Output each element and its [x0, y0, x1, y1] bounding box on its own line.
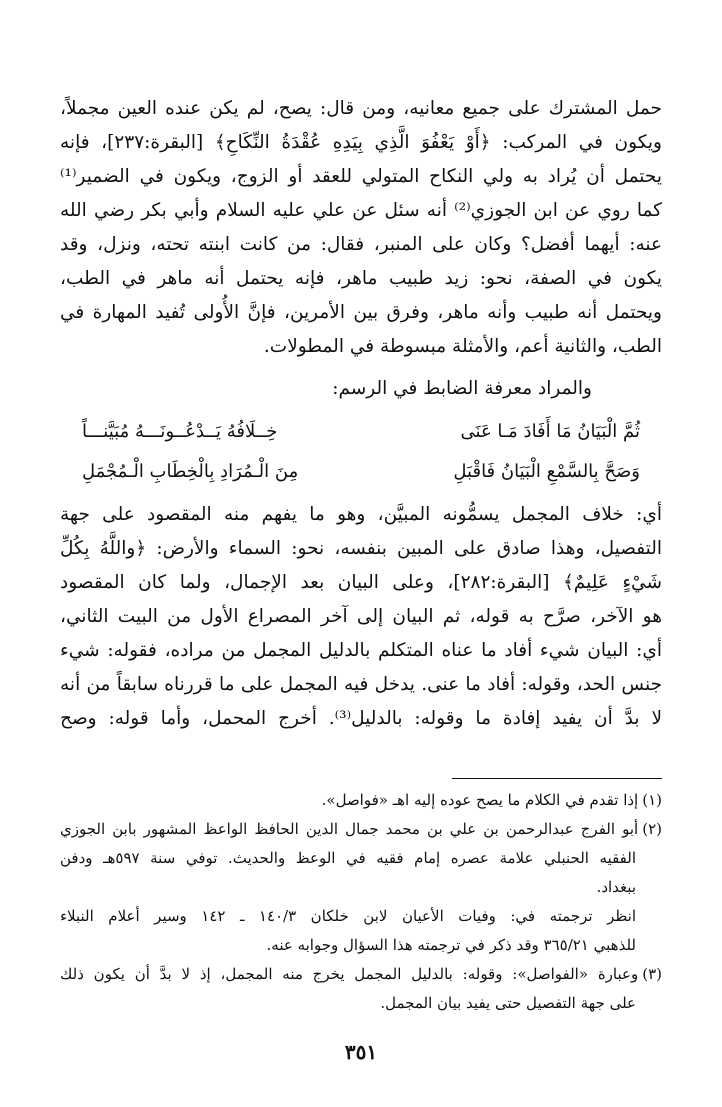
- footnote-number: (٣): [642, 965, 662, 983]
- text-line: ويحتمل أنه طبيب وأنه ماهر، وفرق بين الأمرين، فإنَّ الأُولى تُفيد المهارة في: [60, 302, 662, 323]
- text-line: هو الآخر، صرَّح به قوله، ثم البيان إلى آخر المصراع الأول من البيت الثاني،: [60, 606, 662, 627]
- footnote-text: ببغداد.: [596, 878, 636, 896]
- text-line: شَيْءٍ عَلِيمٌ﴾ [البقرة:٢٨٢]، وعلى البيان بعد الإجمال، ولما كان المقصود: [60, 572, 662, 593]
- footnote-number: (١): [642, 791, 662, 809]
- page-number: ٣٥١: [344, 1040, 378, 1064]
- paragraph-1: [60, 92, 662, 364]
- footnote-3: [60, 960, 662, 1018]
- text-line: أي: خلاف المجمل يسمُّونه المبيَّن، وهو ما يفهم منه المقصود على جهة: [60, 504, 662, 525]
- text-line: التفصيل، وهذا صادق على المبين بنفسه، نحو: السماء والأرض: ﴿واللَّهُ بِكُلِّ: [60, 538, 662, 559]
- footnote-text: انظر ترجمته في: وفيات الأعيان لابن خلكان ١٤٠/٣ ـ ١٤٢ وسير أعلام النبلاء: [60, 907, 637, 925]
- footnote-number: (٢): [642, 820, 662, 838]
- footnote-text: الفقيه الحنبلي علامة عصره إمام فقيه في الوعظ والحديث. توفي سنة ٥٩٧هـ ودفن: [60, 849, 636, 867]
- text-line: الطب، والثانية أعم، والأمثلة مبسوطة في المطولات.: [263, 336, 662, 357]
- text-line: كما روي عن ابن الجوزي⁽²⁾ أنه سئل عن علي عليه السلام وأبي بكر رضي الله: [60, 200, 662, 221]
- section-heading: والمراد معرفة الضابط في الرسم:: [332, 378, 592, 399]
- footnote-divider: [452, 778, 662, 779]
- text-line: لا بدَّ أن يفيد إفادة ما وقوله: بالدليل⁽³⁾. أخرج المحمل، وأما قوله: وصح: [60, 708, 662, 729]
- main-text: [60, 92, 662, 736]
- footnote-2: [60, 815, 662, 960]
- footnote-text: للذهبي ٣٦٥/٢١ وقد ذكر في ترجمته هذا السؤال وجوابه عنه.: [266, 936, 636, 954]
- footnote-text: على جهة التفصيل حتى يفيد بيان المجمل.: [380, 994, 636, 1012]
- text-line: ويكون في المركب: ﴿أَوْ يَعْفُوَ الَّذِي بِيَدِهِ عُقْدَةُ النِّكَاحِ﴾ [البقرة:٢٣٧]، فإنه: [60, 132, 662, 153]
- verse-block: [60, 412, 662, 492]
- text-line: يحتمل أن يُراد به ولي النكاح المتولي للعقد أو الزوج، ويكون في الضمير⁽¹⁾: [60, 166, 662, 187]
- footnote-1: [60, 786, 662, 815]
- text-line: يكون في الصفة، نحو: زيد طبيب ماهر، فإنه يحتمل أنه ماهر في الطب،: [60, 268, 662, 289]
- text-line: حمل المشترك على جميع معانيه، ومن قال: يصح، لم يكن عنده العين مجملاً،: [60, 98, 662, 119]
- verse-line: [60, 452, 662, 492]
- text-line: جنس الحد، وقوله: أفاد ما عنى. يدخل فيه المجمل على ما قررناه سابقاً من أنه: [60, 674, 662, 695]
- verse-hemistich: خِــلَافُهُ يَــدْعُــونَـــهُ مُبَيَّنـــاً: [82, 421, 278, 442]
- verse-hemistich: ثُمَّ الْبَيَانُ مَا أَفَادَ مَـا عَنَى: [460, 421, 640, 442]
- footnote-text: إذا تقدم في الكلام ما يصح عوده إليه اهـ «فواصل».: [321, 791, 639, 809]
- verse-hemistich: مِنَ الْـمُرَادِ بِالْخِطَابِ الْـمُجْمَلِ: [82, 461, 299, 482]
- text-line: أي: البيان شيء أفاد ما عناه المتكلم بالدليل المجمل من مراده، فقوله: شيء: [60, 640, 662, 661]
- footnote-text: أبو الفرج عبدالرحمن بن علي بن محمد جمال الدين الحافظ الواعظ المشهور بابن الجوزي: [60, 820, 639, 838]
- footnotes: [60, 786, 662, 1018]
- footnote-text: وعبارة «الفواصل»: وقوله: بالدليل المجمل يخرج منه المجمل، إذ لا بدَّ أن يكون ذلك: [60, 965, 639, 983]
- paragraph-2: [60, 498, 662, 736]
- verse-hemistich: وَصَحَّ بِالسَّمْعِ الْبَيَانُ فَاقْبَلِ: [453, 461, 640, 482]
- verse-line: [60, 412, 662, 452]
- text-line: عنه: أيهما أفضل؟ وكان على المنبر، فقال: من كانت ابنته تحته، ونزل، وقد: [60, 234, 662, 255]
